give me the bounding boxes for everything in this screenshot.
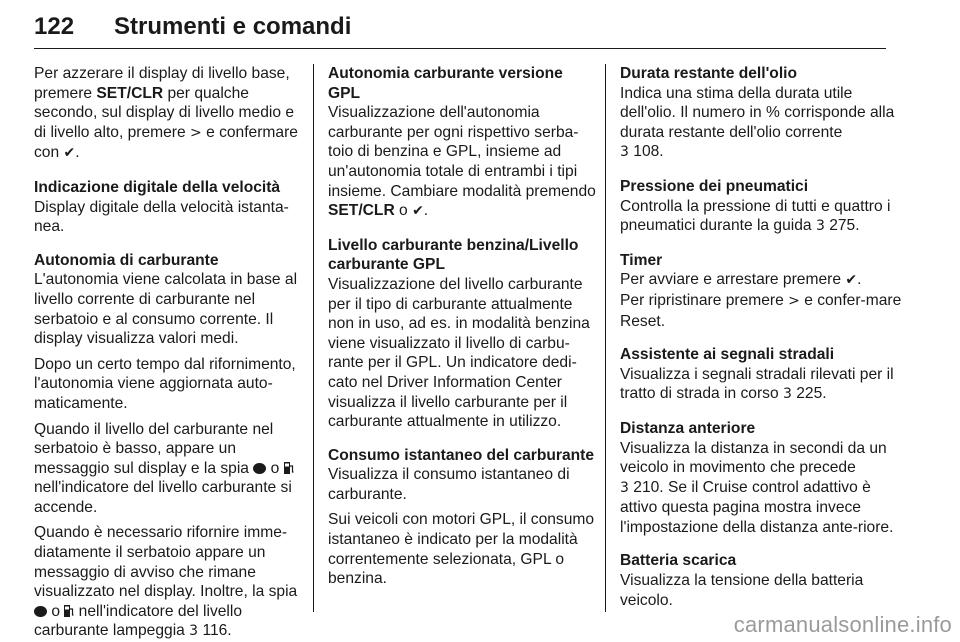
paragraph: Dopo un certo tempo dal rifornimento, l'autonomia viene aggiornata auto-maticamente. (34, 355, 296, 412)
page-ref-icon: 3 (189, 623, 199, 640)
text: Visualizza la distanza in secondi da un veicolo in movimento che precede (620, 439, 887, 477)
section-body (328, 103, 597, 222)
paragraph (34, 420, 303, 518)
paragraph: Sui veicoli con motori GPL, il consumo istantaneo è indicato per la modalità correntemente selezionata, GPL o benzina. (328, 511, 595, 588)
section-tyre-pressure (620, 177, 904, 237)
section-title: Consumo istantaneo del carburante (328, 446, 595, 464)
set-clr-label: SET/CLR (96, 84, 164, 102)
section-body: Visualizza la tensione della batteria veicolo. (620, 572, 864, 609)
section-title: Autonomia di carburante (34, 251, 219, 269)
text: Quando il livello del carburante nel serbatoio è basso, appare un messaggio sul display e la spia (34, 420, 274, 477)
section-title: Pressione dei pneumatici (620, 177, 809, 195)
section-body (620, 439, 904, 538)
next-arrow-icon: > (190, 124, 202, 141)
page-ref-icon: 3 (815, 218, 825, 235)
fuel-warning-icon (34, 606, 47, 617)
check-icon: ✔ (845, 272, 858, 289)
reset-instructions (34, 64, 303, 164)
paragraph: Visualizza il consumo istantaneo di carburante. (328, 466, 570, 503)
section-body (620, 84, 904, 163)
column-1 (34, 64, 314, 640)
fuel-pump-icon (284, 461, 294, 475)
page-ref: 275. (829, 217, 860, 235)
check-icon: ✔ (63, 145, 76, 162)
section-body (620, 270, 904, 331)
text: Controlla la pressione di tutti e quattro i pneumatici durante la guida (620, 197, 891, 235)
section-digital-speed (34, 178, 303, 237)
section-fuel-level (328, 236, 597, 432)
section-low-battery (620, 551, 904, 610)
text: o (47, 602, 65, 620)
next-arrow-icon: > (788, 292, 800, 309)
section-body: Display digitale della velocità istanta-nea. (34, 198, 289, 236)
page-number: 122 (34, 13, 75, 40)
section-title: Timer (620, 251, 663, 269)
page-ref: 225. (796, 385, 827, 403)
page-ref: 116. (202, 622, 232, 640)
section-title: Indicazione digitale della velocità (34, 178, 281, 196)
fuel-warning-icon (253, 463, 266, 474)
text: nell'indicatore del livello carburante si accende. (34, 479, 292, 516)
fuel-pump-icon (64, 604, 74, 618)
text: . (75, 144, 80, 162)
text: o (266, 459, 284, 477)
text: e confer-mare Reset. (620, 291, 902, 330)
text: Indica una stima della durata utile dell'olio. Il numero in % corrisponde alla durata restante dell'olio corrente (620, 84, 895, 141)
chapter-title: Strumenti e comandi (114, 13, 352, 40)
section-title: Autonomia carburante versione GPL (328, 65, 563, 102)
section-body (620, 197, 904, 237)
section-body: Visualizzazione del livello carburante per il tipo di carburante attualmente non in uso, ad es. in modalità benzina viene visualizzato il livello di carbu-rante per il GPL. Un indicatore dedi-cato nel Driver Information Center visualizza il livello carburante per il carburante attualmente in utilizzo. (328, 275, 590, 431)
text: Visualizzazione dell'autonomia carburante per ogni rispettivo serba-toio di benzina e GPL, insieme ad un'autonomia totale di entrambi i tipi insieme. Cambiare modalità premendo (328, 104, 596, 200)
section-title: Durata restante dell'olio (620, 65, 798, 82)
set-clr-label: SET/CLR (328, 202, 395, 220)
text: nell'indicatore del livello carburante lampeggia (34, 602, 243, 640)
text: . (423, 202, 429, 220)
section-gpl-range (328, 64, 597, 222)
section-title: Assistente ai segnali stradali (620, 346, 835, 364)
paragraph: L'autonomia viene calcolata in base al livello corrente di carburante nel serbatoio e al consumo corrente. Il display visualizza valori medi. (34, 271, 298, 348)
text: e confermare con (34, 123, 298, 162)
page-ref: 108. (633, 143, 664, 161)
section-title: Distanza anteriore (620, 419, 756, 437)
check-icon: ✔ (412, 203, 424, 220)
section-body (620, 365, 904, 405)
paragraph (34, 523, 303, 642)
text: Per avviare e arrestare premere (620, 271, 846, 289)
page-ref-icon: 3 (782, 386, 792, 403)
text: . (857, 271, 862, 289)
text: per qualche secondo, sul display di livello medio e di livello alto, premere (34, 84, 295, 141)
column-3 (606, 64, 904, 612)
section-oil-life (620, 64, 904, 163)
section-instant-consumption (328, 446, 597, 589)
page-ref: 210. (633, 478, 664, 496)
section-title: Livello carburante benzina/Livello carburante GPL (328, 236, 579, 274)
text: o (394, 202, 413, 220)
text: Per azzerare il display di livello base, premere (34, 65, 290, 102)
section-traffic-sign (620, 345, 904, 405)
section-timer (620, 251, 904, 331)
text: Per ripristinare premere (620, 291, 789, 309)
page-ref-icon: 3 (620, 144, 629, 161)
text: Se il Cruise control adattivo è attivo questa pagina mostra invece l'impostazione della distanza ante-riore. (620, 478, 894, 536)
page-header (34, 6, 886, 49)
text: Quando è necessario rifornire imme-diatamente il serbatoio appare un messaggio di avviso che rimane visualizzato nel display. Inoltre, la spia (34, 524, 298, 601)
watermark: carmanualsonline.info (733, 612, 952, 637)
section-title: Batteria scarica (620, 552, 737, 570)
section-fuel-range (34, 251, 303, 642)
page-ref-icon: 3 (620, 479, 629, 496)
section-following-distance (620, 419, 904, 538)
column-2 (314, 64, 606, 612)
text: Visualizza i segnali stradali rilevati per il tratto di strada in corso (620, 365, 894, 403)
